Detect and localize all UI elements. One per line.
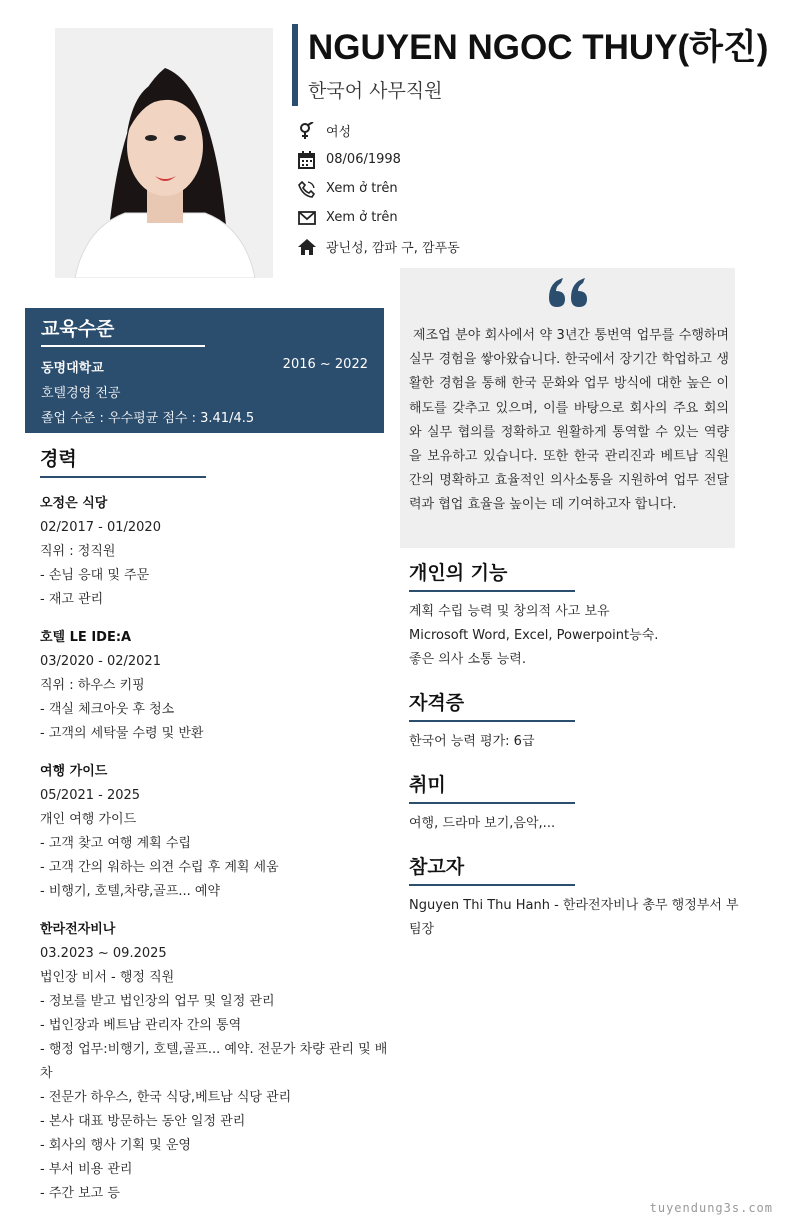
education-major: 호텔경영 전공	[41, 386, 121, 401]
quote-icon	[409, 276, 729, 316]
school-name: 동명대학교	[41, 361, 104, 376]
skills-title: 개인의 기능	[409, 558, 575, 592]
job-company: 여행 가이드	[40, 764, 108, 779]
job-detail: - 행정 업무:비행기, 호텔,골프... 예약. 전문가 차량 관리 및 배차	[40, 1042, 388, 1081]
job-detail: 02/2017 - 01/2020	[40, 520, 161, 535]
job-detail: 03/2020 - 02/2021	[40, 654, 161, 669]
skill-item: 계획 수립 능력 및 창의적 사고 보유	[409, 604, 610, 619]
hobbies-section	[409, 770, 739, 836]
job-detail: - 전문가 하우스, 한국 식당,베트남 식당 관리	[40, 1090, 292, 1105]
skills-section	[409, 558, 739, 672]
job-detail: - 법인장과 베트남 관리자 간의 통역	[40, 1018, 242, 1033]
job-detail: 03.2023 ~ 09.2025	[40, 946, 167, 961]
job-detail: - 본사 대표 방문하는 동안 일정 관리	[40, 1114, 246, 1129]
job-company: 호텔 LE IDE:A	[40, 630, 132, 645]
candidate-name: NGUYEN NGOC THUY(하진)	[308, 28, 769, 67]
references-section	[409, 852, 739, 942]
job-detail: - 회사의 행사 기획 및 운영	[40, 1138, 191, 1153]
contact-text: 여성	[326, 125, 352, 140]
education-title: 교육수준	[41, 314, 205, 347]
education-period: 2016 ~ 2022	[282, 357, 368, 372]
contact-text: 광닌성, 깜파 구, 깜푸동	[326, 241, 460, 256]
reference-item: Nguyen Thi Thu Hanh - 한라전자비나 총무 행정부서 부팀장	[409, 898, 739, 937]
education-section	[25, 308, 384, 433]
job-detail: 법인장 비서 - 행정 직원	[40, 970, 175, 985]
education-gpa: 졸업 수준 : 우수평균 점수 : 3.41/4.5	[41, 411, 255, 426]
job-detail: - 고객의 세탁물 수령 및 반환	[40, 726, 204, 741]
name-block	[292, 24, 782, 106]
job-title: 한국어 사무직원	[308, 80, 443, 102]
job-detail: - 부서 비용 관리	[40, 1162, 133, 1177]
certificate-item: 한국어 능력 평가: 6급	[409, 734, 535, 749]
phone-icon	[298, 180, 326, 198]
job-company: 한라전자비나	[40, 922, 116, 937]
summary-box	[400, 268, 735, 548]
experience-section	[40, 444, 390, 1206]
contact-email	[298, 203, 460, 232]
job-list	[40, 492, 390, 1206]
job-company: 오정은 식당	[40, 496, 108, 511]
job-entry	[40, 492, 390, 612]
watermark: tuyendung3s.com	[649, 1201, 773, 1215]
job-entry	[40, 918, 390, 1206]
contact-text: Xem ở trên	[326, 181, 398, 196]
skill-item: Microsoft Word, Excel, Powerpoint능숙.	[409, 628, 659, 643]
certificates-title: 자격증	[409, 688, 575, 722]
contact-address	[298, 232, 460, 261]
job-detail: - 고객 간의 워하는 의견 수립 후 계획 세움	[40, 860, 279, 875]
envelope-icon	[298, 211, 326, 225]
job-detail: - 비행기, 호텔,차량,골프... 예약	[40, 884, 221, 899]
experience-title: 경력	[40, 444, 206, 478]
job-entry	[40, 626, 390, 746]
hobby-item: 여행, 드라마 보기,음악,...	[409, 816, 556, 831]
gender-icon	[298, 122, 326, 140]
job-detail: 직위 : 하우스 키핑	[40, 678, 145, 693]
hobbies-title: 취미	[409, 770, 575, 804]
job-detail: 05/2021 - 2025	[40, 788, 141, 803]
job-detail: - 객실 체크아웃 후 청소	[40, 702, 175, 717]
summary-text: 제조업 분야 회사에서 약 3년간 통번역 업무를 수행하며 실무 경험을 쌓아왔습니다. 한국에서 장기간 학업하고 생활한 경험을 통해 한국 문화와 업무 방식에 대한 높은 이해도를 갖추고 있으며, 이를 바탕으로 회사의 주요 회의와 실무 협의를 정확하고 원활하게 통역할 수 있는 역량을 보유하고 있습니다. 또한 한국 관리진과 베트남 직원 간의 명확하고 효율적인 의사소통을 지원하여 업무 전달력과 협업 효율을 높이는 데 기여하고자 합니다.	[409, 328, 729, 513]
job-detail: - 고객 찾고 여행 계획 수립	[40, 836, 191, 851]
skill-item: 좋은 의사 소통 능력.	[409, 652, 526, 667]
profile-photo	[55, 28, 273, 278]
contact-gender	[298, 116, 460, 145]
job-detail: - 정보를 받고 법인장의 업무 및 일정 관리	[40, 994, 275, 1009]
contact-birthday	[298, 145, 460, 174]
job-detail: 개인 여행 가이드	[40, 812, 137, 827]
job-detail: - 손님 응대 및 주문	[40, 568, 150, 583]
job-entry	[40, 760, 390, 904]
job-detail: 직위 : 정직원	[40, 544, 116, 559]
references-title: 참고자	[409, 852, 575, 886]
certificates-section	[409, 688, 739, 754]
contact-text: 08/06/1998	[326, 152, 401, 167]
contact-list	[298, 116, 460, 261]
job-detail: - 주간 보고 등	[40, 1186, 120, 1201]
contact-text: Xem ở trên	[326, 210, 398, 225]
contact-phone	[298, 174, 460, 203]
job-detail: - 재고 관리	[40, 592, 104, 607]
calendar-icon	[298, 151, 326, 169]
home-icon	[298, 239, 326, 255]
